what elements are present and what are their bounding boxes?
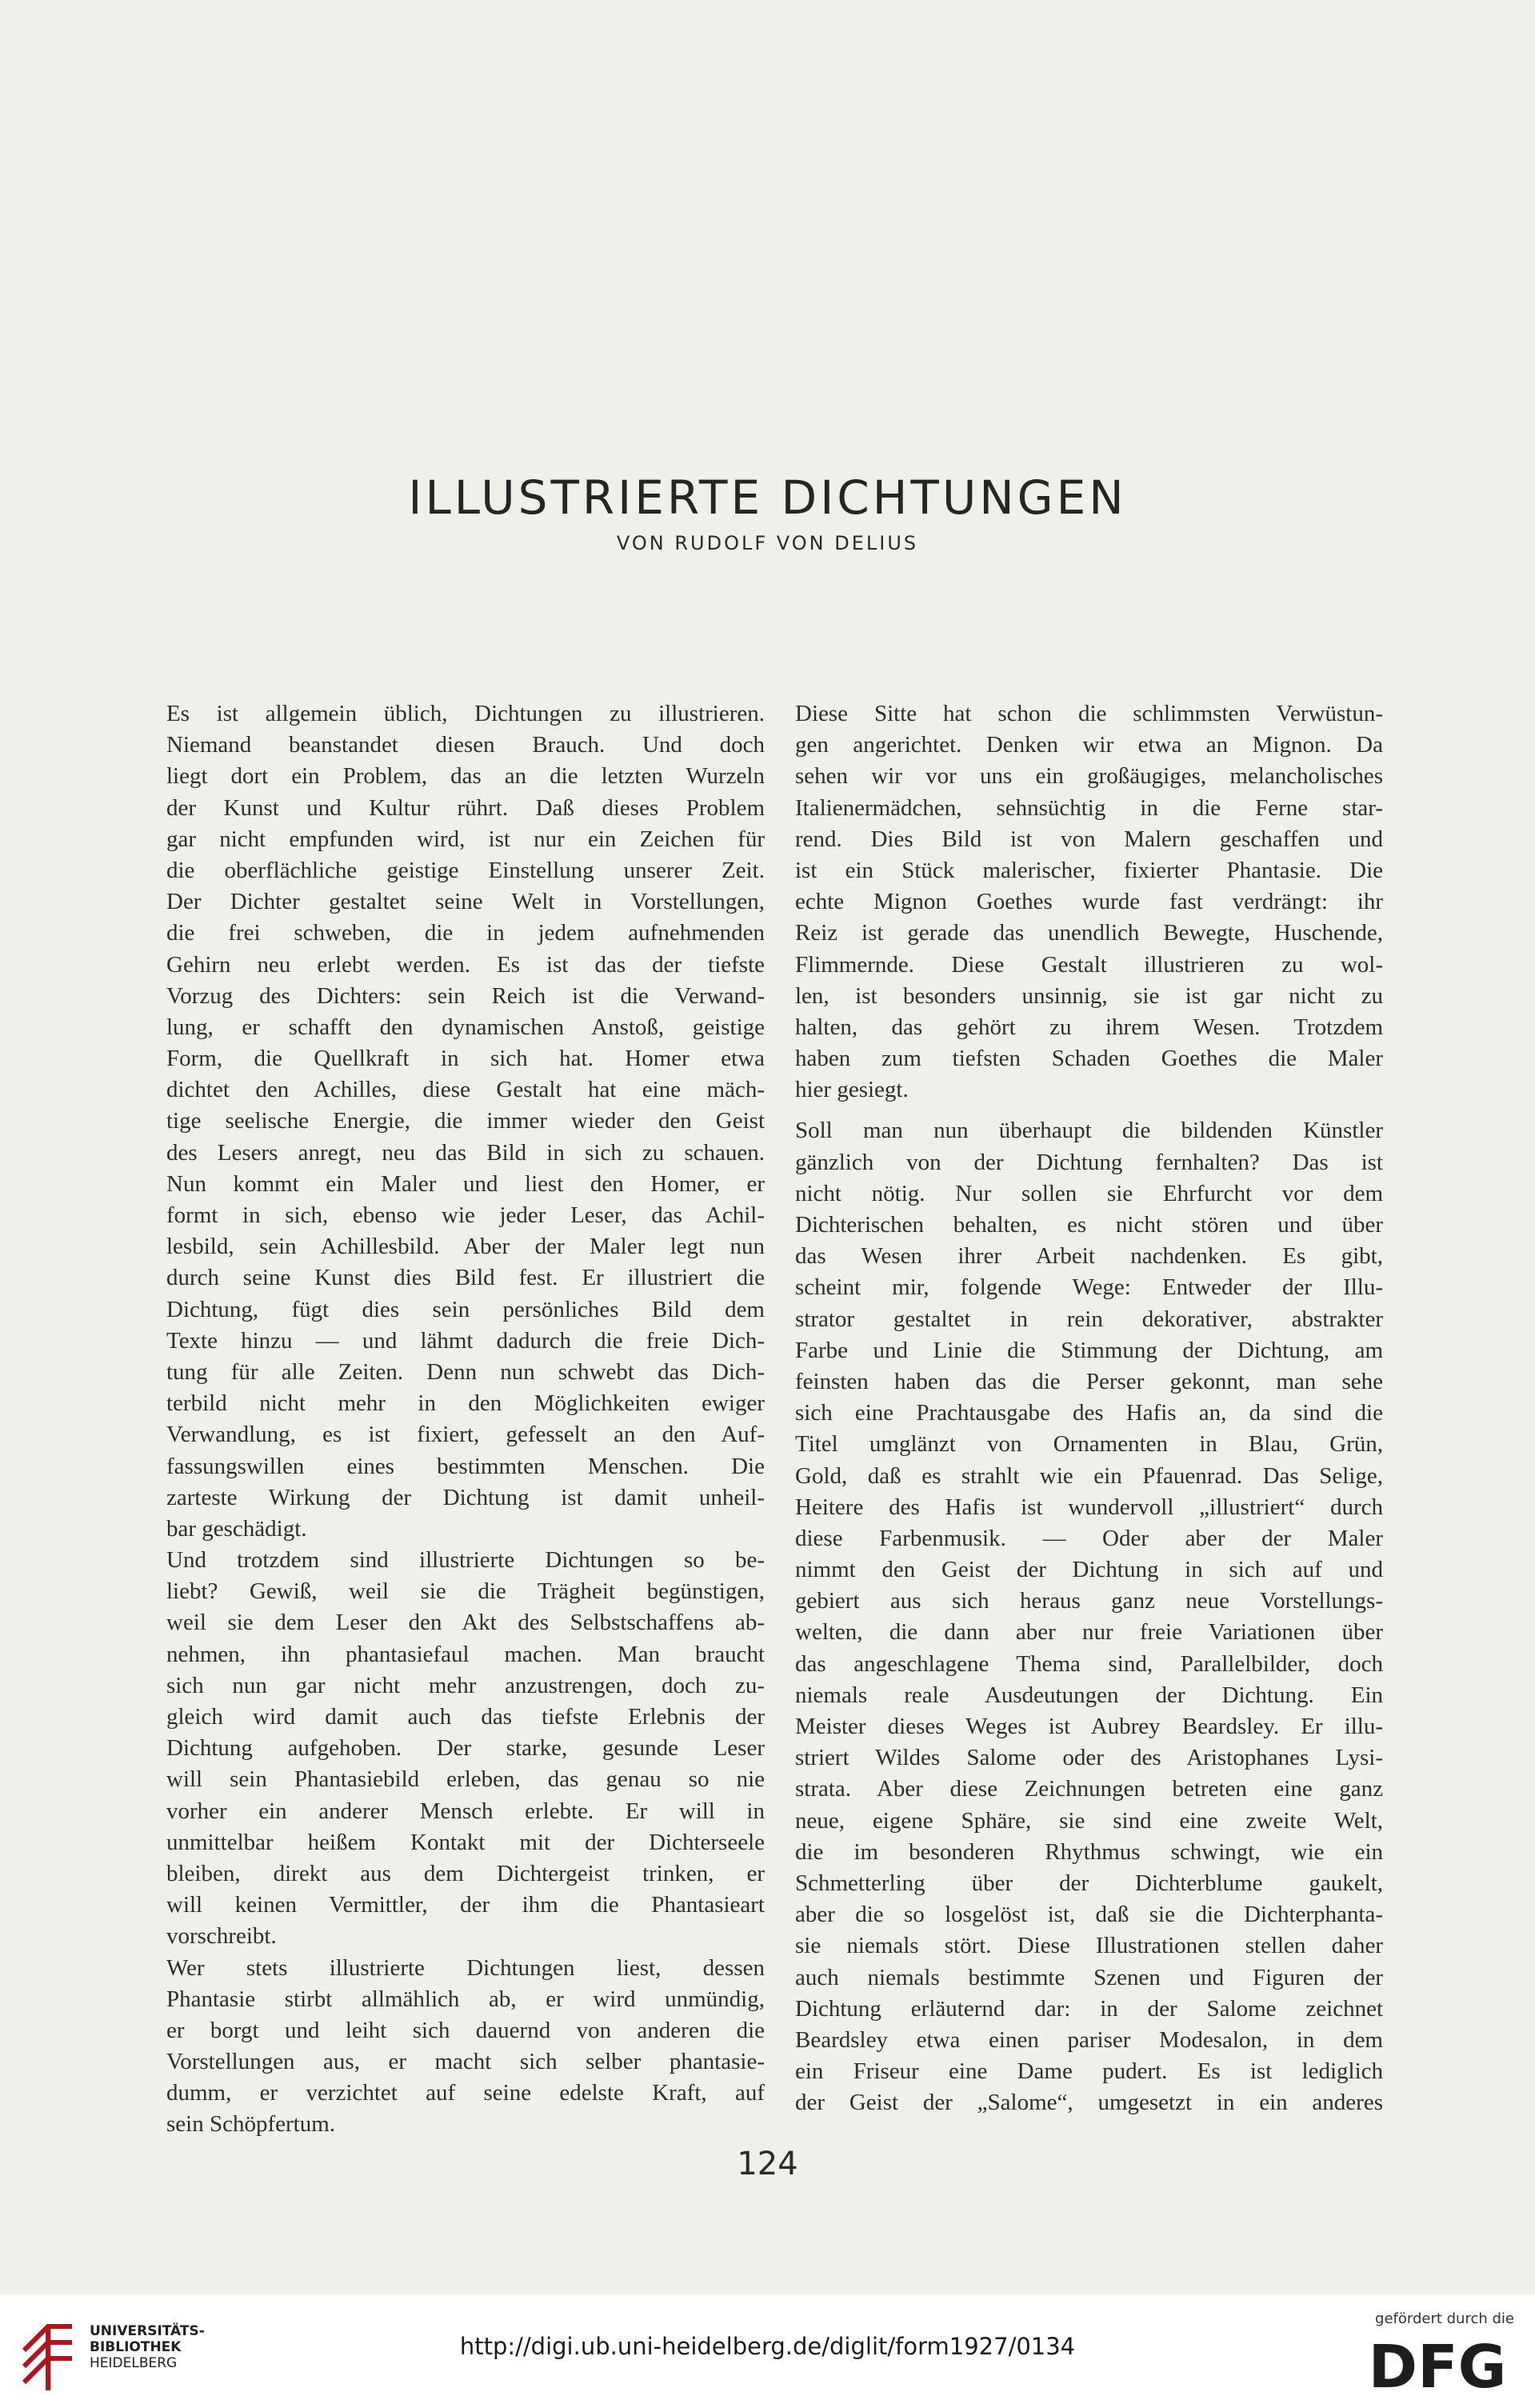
text-line: terbild nicht mehr in den Möglichkeiten ewiger bbox=[166, 1390, 765, 1417]
text-line: vorschreibt. bbox=[166, 1923, 277, 1950]
text-line: len, ist besonders unsinnig, sie ist gar nicht zu bbox=[795, 982, 1383, 1009]
text-line: dichtet den Achilles, diese Gestalt hat eine mäch- bbox=[166, 1077, 765, 1103]
library-name-line: HEIDELBERG bbox=[90, 2355, 178, 2371]
text-line: Italienermädchen, sehnsüchtig in die Ferne star- bbox=[795, 794, 1383, 821]
text-line: bar geschädigt. bbox=[166, 1515, 307, 1542]
text-line: zarteste Wirkung der Dichtung ist damit unheil- bbox=[166, 1484, 765, 1510]
text-line: neue, eigene Sphäre, sie sind eine zweite Welt, bbox=[795, 1807, 1383, 1834]
text-line: liegt dort ein Problem, das an die letzten Wurzeln bbox=[166, 763, 765, 790]
text-line: sich nun gar nicht mehr anzustrengen, doch zu- bbox=[166, 1672, 765, 1698]
library-name-line: BIBLIOTHEK bbox=[90, 2339, 182, 2355]
text-line: Phantasie stirbt allmählich ab, er wird unmündig, bbox=[166, 1986, 765, 2012]
text-line: der Kunst und Kultur rührt. Daß dieses Problem bbox=[166, 794, 765, 821]
text-line: auch niemals bestimmte Szenen und Figuren der bbox=[795, 1964, 1383, 1990]
text-column-left bbox=[166, 698, 765, 2141]
text-line: striert Wildes Salome oder des Aristophanes Lysi- bbox=[795, 1745, 1383, 1771]
text-line: sie niemals stört. Diese Illustrationen stellen daher bbox=[795, 1933, 1383, 1959]
text-line: diese Farbenmusik. — Oder aber der Maler bbox=[795, 1525, 1383, 1551]
text-line: Reiz ist gerade das unendlich Bewegte, Huschende, bbox=[795, 920, 1383, 946]
text-line: formt in sich, ebenso wie jeder Leser, das Achil- bbox=[166, 1202, 765, 1228]
text-line: nimmt den Geist der Dichtung in sich auf und bbox=[795, 1557, 1383, 1583]
text-line: feinsten haben das die Perser gekonnt, man sehe bbox=[795, 1368, 1383, 1394]
text-line: lesbild, sein Achillesbild. Aber der Maler legt nun bbox=[166, 1234, 765, 1260]
text-line: Diese Sitte hat schon die schlimmsten Verwüstun- bbox=[795, 701, 1383, 726]
text-line: Farbe und Linie die Stimmung der Dichtung, am bbox=[795, 1337, 1383, 1363]
text-line: will sein Phantasiebild erleben, das genau so nie bbox=[166, 1766, 765, 1793]
text-line: Verwandlung, es ist fixiert, gefesselt an den Auf- bbox=[166, 1422, 765, 1448]
text-line: tige seelische Energie, die immer wieder den Geist bbox=[166, 1108, 765, 1134]
text-line: Heitere des Hafis ist wundervoll „illustriert“ durch bbox=[795, 1494, 1383, 1520]
library-name-line: UNIVERSITÄTS- bbox=[90, 2323, 205, 2339]
text-line: niemals reale Ausdeutungen der Dichtung. Ein bbox=[795, 1682, 1383, 1708]
text-line: strator gestaltet in rein dekorativer, abstrakter bbox=[795, 1306, 1383, 1332]
text-line: ist ein Stück malerischer, fixierter Phantasie. Die bbox=[795, 857, 1383, 883]
text-line: Dichtung, fügt dies sein persönliches Bild dem bbox=[166, 1296, 765, 1322]
text-line: will keinen Vermittler, der ihm die Phantasieart bbox=[166, 1892, 765, 1918]
text-line: Es ist allgemein üblich, Dichtungen zu illustrieren. bbox=[166, 701, 765, 726]
text-line: Form, die Quellkraft in sich hat. Homer etwa bbox=[166, 1046, 765, 1072]
text-line: gleich wird damit auch das tiefste Erlebnis der bbox=[166, 1704, 765, 1730]
text-line: Der Dichter gestaltet seine Welt in Vorstellungen, bbox=[166, 889, 765, 915]
text-line: unmittelbar heißem Kontakt mit der Dichterseele bbox=[166, 1829, 765, 1855]
text-line: nehmen, ihn phantasiefaul machen. Man braucht bbox=[166, 1641, 765, 1667]
text-line: haben zum tiefsten Schaden Goethes die Maler bbox=[795, 1046, 1383, 1072]
text-line: Beardsley etwa einen pariser Modesalon, in dem bbox=[795, 2026, 1383, 2053]
text-line: rend. Dies Bild ist von Malern geschaffen und bbox=[795, 826, 1383, 852]
text-line: hier gesiegt. bbox=[795, 1077, 909, 1103]
text-line: sich eine Prachtausgabe des Hafis an, da sind die bbox=[795, 1400, 1383, 1426]
text-line: durch seine Kunst dies Bild fest. Er illustriert die bbox=[166, 1265, 765, 1291]
text-line: Nun kommt ein Maler und liest den Homer, er bbox=[166, 1170, 765, 1197]
text-line: des Lesers anregt, neu das Bild in sich zu schauen. bbox=[166, 1139, 765, 1166]
text-line: Flimmernde. Diese Gestalt illustrieren zu wol- bbox=[795, 951, 1383, 978]
funding-label: gefördert durch die bbox=[1375, 2310, 1514, 2327]
text-line: die im besonderen Rhythmus schwingt, wie ein bbox=[795, 1838, 1383, 1865]
text-line: Vorstellungen aus, er macht sich selber phantasie- bbox=[166, 2049, 765, 2075]
text-line: Gold, daß es strahlt wie ein Pfauenrad. Das Selige, bbox=[795, 1462, 1383, 1489]
text-line: echte Mignon Goethes wurde fast verdrängt: ihr bbox=[795, 889, 1383, 915]
dfg-logo-icon bbox=[1361, 2336, 1514, 2394]
text-line: fassungswillen eines bestimmten Menschen. Die bbox=[166, 1453, 765, 1479]
text-line: Soll man nun überhaupt die bildenden Künstler bbox=[795, 1118, 1383, 1144]
text-line: das angeschlagene Thema sind, Parallelbilder, doch bbox=[795, 1650, 1383, 1677]
text-line: nicht nötig. Nur sollen sie Ehrfurcht vor dem bbox=[795, 1180, 1383, 1206]
dfg-logo-text: DFG bbox=[1368, 2336, 1507, 2394]
text-line: Schmetterling über der Dichterblume gaukelt, bbox=[795, 1870, 1383, 1896]
text-line: gar nicht empfunden wird, ist nur ein Zeichen für bbox=[166, 826, 765, 852]
text-line: halten, das gehört zu ihrem Wesen. Trotzdem bbox=[795, 1014, 1383, 1040]
page-number: 124 bbox=[737, 2146, 798, 2182]
text-line: strata. Aber diese Zeichnungen betreten eine ganz bbox=[795, 1776, 1383, 1802]
text-line: der Geist der „Salome“, umgesetzt in ein anderes bbox=[795, 2090, 1383, 2116]
text-line: scheint mir, folgende Wege: Entweder der Illu- bbox=[795, 1274, 1383, 1301]
text-line: die frei schweben, die in jedem aufnehmenden bbox=[166, 920, 765, 946]
text-line: Vorzug des Dichters: sein Reich ist die Verwand- bbox=[166, 982, 765, 1009]
source-url-link[interactable]: http://digi.ub.uni-heidelberg.de/diglit/form1927/0134 bbox=[459, 2333, 1076, 2360]
text-line: weil sie dem Leser den Akt des Selbstschaffens ab- bbox=[166, 1610, 765, 1636]
text-line: Texte hinzu — und lähmt dadurch die freie Dich- bbox=[166, 1327, 765, 1354]
text-line: das Wesen ihrer Arbeit nachdenken. Es gibt, bbox=[795, 1243, 1383, 1270]
text-line: sehen wir vor uns ein großäugiges, melancholisches bbox=[795, 763, 1383, 790]
text-line: Dichterischen behalten, es nicht stören und über bbox=[795, 1212, 1383, 1238]
text-line: vorher ein anderer Mensch erlebte. Er will in bbox=[166, 1798, 765, 1824]
text-line: lung, er schafft den dynamischen Anstoß, geistige bbox=[166, 1014, 765, 1040]
text-line: Niemand beanstandet diesen Brauch. Und doch bbox=[166, 732, 765, 758]
text-line: er borgt und leiht sich dauernd von anderen die bbox=[166, 2017, 765, 2043]
text-line: bleiben, direkt aus dem Dichtergeist trinken, er bbox=[166, 1860, 765, 1886]
text-line: Meister dieses Weges ist Aubrey Beardsley. Er illu- bbox=[795, 1714, 1383, 1739]
text-line: liebt? Gewiß, weil sie die Trägheit begünstigen, bbox=[166, 1578, 765, 1605]
article-title: ILLUSTRIERTE DICHTUNGEN bbox=[408, 470, 1127, 525]
text-line: Dichtung erläuternd dar: in der Salome zeichnet bbox=[795, 1995, 1383, 2022]
text-line: gänzlich von der Dichtung fernhalten? Das ist bbox=[795, 1149, 1383, 1175]
text-line: Dichtung aufgehoben. Der starke, gesunde Leser bbox=[166, 1735, 765, 1762]
text-line: Titel umglänzt von Ornamenten in Blau, Grün, bbox=[795, 1431, 1383, 1458]
text-line: sein Schöpfertum. bbox=[166, 2111, 336, 2138]
text-line: tung für alle Zeiten. Denn nun schwebt das Dich- bbox=[166, 1358, 765, 1385]
text-line: Gehirn neu erlebt werden. Es ist das der tiefste bbox=[166, 951, 765, 978]
text-line: gen angerichtet. Denken wir etwa an Mignon. Da bbox=[795, 732, 1383, 758]
text-column-right bbox=[795, 698, 1383, 2118]
article-byline: VON RUDOLF VON DELIUS bbox=[616, 532, 919, 554]
text-line: gebiert aus sich heraus ganz neue Vorstellungs- bbox=[795, 1588, 1383, 1614]
text-line: Wer stets illustrierte Dichtungen liest, dessen bbox=[166, 1954, 765, 1981]
text-line: ein Friseur eine Dame pudert. Es ist lediglich bbox=[795, 2058, 1383, 2085]
text-line: dumm, er verzichtet auf seine edelste Kraft, auf bbox=[166, 2080, 765, 2106]
text-line: Und trotzdem sind illustrierte Dichtungen so be- bbox=[166, 1547, 765, 1574]
text-line: aber die so losgelöst ist, daß sie die Dichterphanta- bbox=[795, 1902, 1383, 1928]
text-line: welten, die dann aber nur freie Variationen über bbox=[795, 1619, 1383, 1646]
text-line: die oberflächliche geistige Einstellung unserer Zeit. bbox=[166, 857, 765, 883]
digitization-footer bbox=[0, 2294, 1535, 2408]
